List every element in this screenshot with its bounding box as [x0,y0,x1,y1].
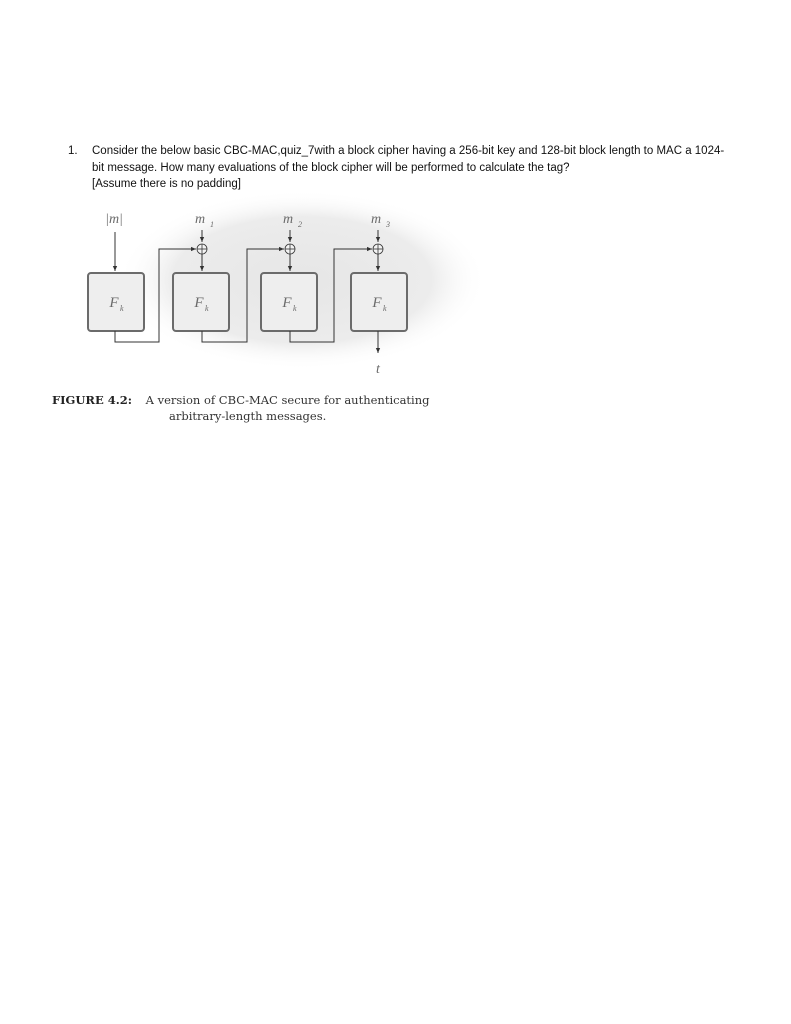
block-label: F [372,295,382,311]
input-subscript-3: 3 [386,220,390,229]
cbc-mac-diagram [52,205,452,385]
question-line-2: bit message. How many evaluations of the block cipher will be performed to calculate the tag? [92,161,570,174]
caption-line-1: A version of CBC-MAC secure for authenticating [145,393,430,407]
input-label-m3: m [370,212,382,227]
question-line-3: [Assume there is no padding] [92,178,241,190]
block-label: F [194,295,204,311]
xor-icon [373,244,383,254]
question-text [92,143,758,193]
xor-icon [197,244,207,254]
input-label-m1: m [194,212,206,227]
question-line-1: Consider the below basic CBC-MAC,quiz_7with a block cipher having a 256-bit key and 128-bit block length to MAC a 1024- [92,145,725,157]
block-subscript: k [120,304,124,313]
input-subscript-2: 2 [298,220,302,229]
figure-caption [52,392,472,424]
caption-label: FIGURE 4.2: [52,393,132,407]
block-subscript: k [383,304,387,313]
question-number: 1. [68,145,78,157]
input-subscript-1: 1 [210,220,214,229]
question [68,143,758,193]
caption-line-2: arbitrary-length messages. [169,409,327,423]
input-label-m2: m [282,212,294,227]
block-label: F [282,295,292,311]
block-subscript: k [205,304,209,313]
input-label-length: |m| [105,212,123,227]
xor-icon [285,244,295,254]
block-label: F [109,295,119,311]
tag-label: t [376,362,380,377]
block-subscript: k [293,304,297,313]
